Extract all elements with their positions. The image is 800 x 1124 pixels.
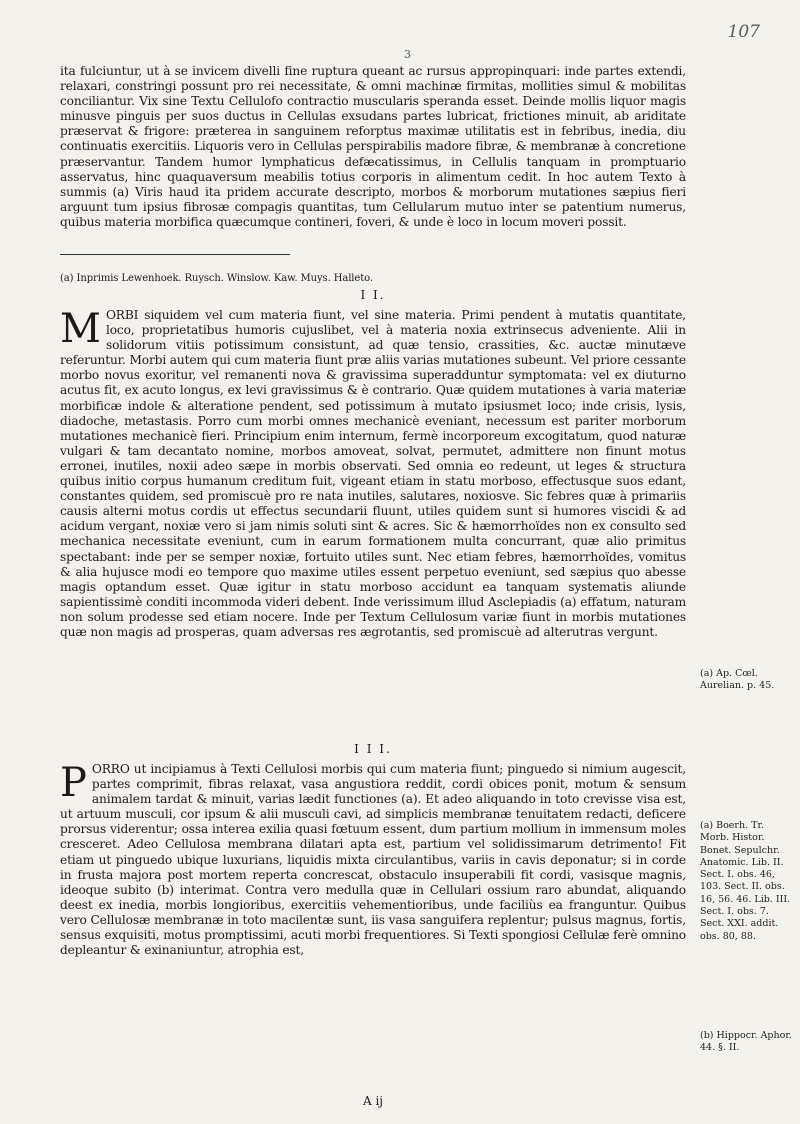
section-iii-block [60, 762, 686, 958]
intro-footnote: (a) Inprimis Lewenhoek. Ruysch. Winslow. Kaw. Muys. Halleto. [60, 273, 373, 284]
section-number-ii: I I. [360, 288, 386, 302]
footnote-rule [60, 254, 290, 255]
margin-note-boerhaave: (a) Boerh. Tr. Morb. Histor. Bonet. Sepulchr. Anatomic. Lib. II. Sect. I. obs. 46, 103. Sect. II. obs. 16, 56. 46. Lib. III. Sect. I. obs. 7. Sect. XXI. addit. obs. 80, 88. [700, 820, 791, 942]
section-ii-block [60, 308, 686, 640]
handwritten-folio-number: 107 [727, 22, 760, 42]
catchword: A ij [362, 1094, 384, 1108]
section-ii-drop-cap: M [60, 306, 101, 352]
margin-note-asclepiades: (a) Ap. Cœl. Aurelian. p. 45. [700, 668, 775, 692]
section-iii-paragraph: ORRO ut incipiamus à Texti Cellulosi morbis qui cum materia fiunt; pinguedo si nimium augescit, partes comprimit, fibras relaxat, vasa angustiora reddit, cordi obices ponit, motum & sensum animalem tardat & minuit, varias lædit functiones (a). Et adeo aliquando in toto crevisse visa est, ut artuum musculi, cor ipsum & alii musculi cavi, ad simplicis membranæ tenuitatem redacti, deficere prorsus viderentur; ossa interea exilia quasi fœtuum essent, dum partium mollium in immensum moles cresceret. Adeo Cellulosa membrana dilatari apta est, partium vel solidissimarum detrimento! Fit etiam ut pinguedo ubique luxurians, liquidis mixta circulantibus, variis in cavis deponatur; si in corde in frusta majora post mortem reperta concrescat, obstaculo insuperabili fit cordi, vasisque magnis, ideoque subito (b) interimat. Contra vero medulla quæ in Cellulari ossium raro abundat, aliquando deest ex inedia, morbis longioribus, exercitiis vehementioribus, unde faciliùs ea franguntur. Quibus vero Cellulosæ membranæ in toto macilentæ sunt, iis vasa sanguifera replentur; pulsus magnus, fortis, sensus exquisiti, motus promptissimi, acuti morbi frequentiores. Si Texti spongiosi Cellulæ ferè omnino depleantur & exinaniuntur, atrophia est, [60, 762, 686, 958]
intro-block [60, 64, 686, 230]
section-ii-paragraph: ORBI siquidem vel cum materia fiunt, vel sine materia. Primi pendent à mutatis quantitate, loco, proprietatibus humoris cujuslibet, vel à materia noxia extrinsecus adveniente. Alii in solidorum vitiis potissimum consistunt, ad quæ tensio, crassities, &c. auctæ minutæve referuntur. Morbi autem qui cum materia fiunt præ aliis varias mutationes subeunt. Vel priore cessante morbo novus exoritur, vel remanenti nova & gravissima superadduntur symptomata: vel ex diuturno acutus fit, ex acuto longus, ex levi gravissimus & è contrario. Quæ quidem mutationes à varia materiæ morbificæ indole & alteratione pendent, sed potissimum à mutato ipsiusmet loco; inde crisis, lysis, diadoche, metastasis. Porro cum morbi omnes mechanicè eveniant, necessum est pariter morborum mutationes mechanicè fieri. Principium enim internum, fermè incorporeum excogitatum, quod naturæ vulgari & tam decantato nomine, morbos amoveat, solvat, permutet, admittere non finunt motus erronei, inutiles, noxii adeo sæpe in morbis observati. Sed omnia eo redeunt, ut leges & structura quibus initio corpus humanum creditum fuit, vigeant etiam in statu morboso, effectusque suos edant, constantes quidem, sed promiscuè pro re nata inutiles, salutares, noxiosve. Sic febres quæ à primariis causis alterni motus cordis ut effectus secundarii fluunt, utiles quidem sunt si humores viscidi & ad acidum vergant, noxiæ vero si jam nimis soluti sint & acres. Sic & hæmorrhoïdes non ex consulto sed mechanica necessitate eveniunt, cum in earum formationem multa concurrant, quæ alio primitus spectabant: inde per se semper noxiæ, fortuito utiles sunt. Nec etiam febres, hæmorrhoïdes, vomitus & alia hujusce modi eo tempore quo maxime utiles essent perpetuo eveniunt, sed sæpius quo abesse magis optandum esset. Quæ igitur in statu morboso accidunt ea tanquam systematis aliunde sapientissimè conditi incommoda videri debent. Inde verissimum illud Asclepiadis (a) effatum, naturam non solum prodesse sed etiam nocere. Inde per Textum Cellulosum variæ fiunt in morbis mutationes quæ non magis ad prosperas, quam adversas res ægrotantis, sed promiscuè ad alterutras vergunt. [60, 308, 686, 639]
signature-mark: 3 [404, 48, 411, 61]
section-iii-drop-cap: P [60, 760, 87, 806]
intro-paragraph: ita fulciuntur, ut à se invicem divelli fine ruptura queant ac rursus appropinquari: inde partes extendi, relaxari, constringi possunt pro rei necessitate, & omni machinæ firmitas, mollities simul & mobilitas conciliantur. Vix sine Textu Cellulofo contractio muscularis speranda esset. Deinde mollis liquor magis minusve pinguis per suos ductus in Cellulas exsudans partes lubricat, frictiones minuit, ab ariditate præservat & frigore: præterea in sanguinem reforptus maximæ utilitatis est in febribus, inedia, diu continuatis exercitiis. Liquoris vero in Cellulas perspirabilis madore fibræ, & membranæ à concretione præservantur. Tandem humor lymphaticus defæcatissimus, in Cellulis tanquam in promptuario asservatus, hinc quaquaversum meabilis totius corporis in alimentum cedit. In hoc autem Texto à summis (a) Viris haud ita pridem accurate descripto, morbos & morborum mutationes sæpius fieri arguunt tum ipsius fibrosæ compagis quantitas, tum Cellularum mutuo inter se patentium numerus, quibus materia morbifica quæcumque contineri, foveri, & unde è loco in locum moveri possit. [60, 64, 686, 229]
margin-note-hippocrates: (b) Hippocr. Aphor. 44. §. II. [700, 1030, 792, 1054]
section-number-iii: I I I. [354, 742, 392, 756]
